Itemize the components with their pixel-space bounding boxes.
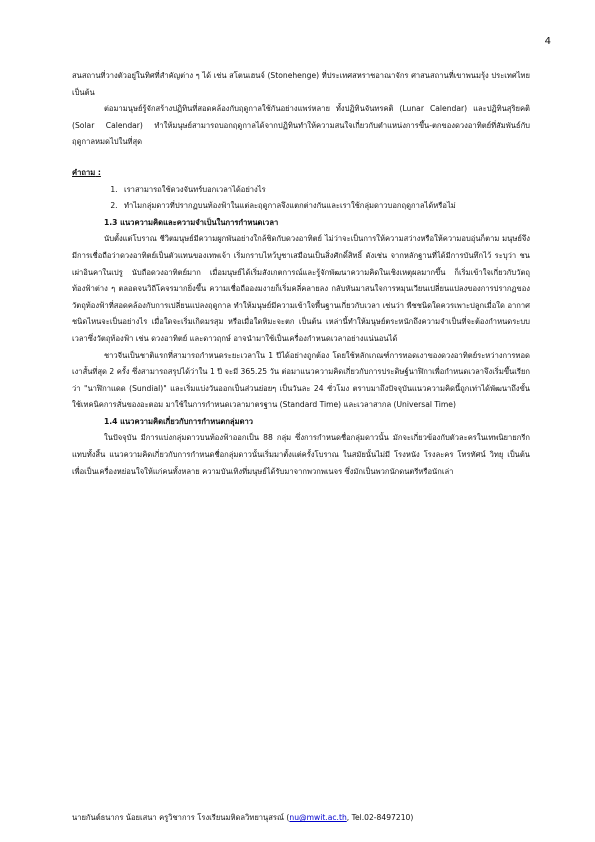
questions-title-text: คำถาม (72, 167, 96, 177)
question-item: 2. ทำไมกลุ่มดาวที่ปรากฏบนท้องฟ้าในแต่ละฤดูกาลจึงแตกต่างกันและเราใช้กลุ่มดาวบอกฤดูกาลได้หรือไม่ (120, 198, 530, 215)
section-1-3-paragraph: ชาวจีนเป็นชาติแรกที่สามารถกำหนดระยะเวลาใน 1 ปีได้อย่างถูกต้อง โดยใช้หลักเกณฑ์การทอดเงาของดวงอาทิตย์ระหว่างการทอดเงาสั้นที่สุด 2 ครั้ง ซึ่งสามารถสรุปได้ว่าใน 1 ปี จะมี 365.25 วัน ต่อมาแนวความคิดเกี่ยวกับการประดิษฐ์นาฬิกาเพื่อกำหนดเวลาจึงเริ่มขึ้นเรียกว่า "นาฬิกาแดด (Sundial)" และเริ่มแบ่งวันออกเป็นส่วนย่อยๆ เป็นวันละ 24 ชั่วโมง ตราบมาถึงปัจจุบันแนวความคิดนี้ถูกเท่าได้พัฒนาถึงขั้นใช้เทคนิคการสั่นของอะตอม มาใช้ในการกำหนดเวลามาตรฐาน (Standard Time) และเวลาสากล (Universal Time) (72, 350, 530, 410)
section-1-4-paragraph: ในปัจจุบัน มีการแบ่งกลุ่มดาวบนท้องฟ้าออกเป็น 88 กลุ่ม ซึ่งการกำหนดชื่อกลุ่มดาวนั้น มักจะเกี่ยวข้องกับตัวละครในเทพนิยายกรีกแทบทั้งสิ้น แนวความคิดเกี่ยวกับการกำหนดชื่อกลุ่มดาวนั้นเริ่มมาตั้งแต่ครั้งโบราณ ในสมัยนั้นไม่มี โรงหนัง โรงละคร โทรทัศน์ วิทยุ เป็นต้น เพื่อเป็นเครื่องหย่อนใจให้แก่คนทั้งหลาย ความบันเทิงที่มนุษย์ได้รับมาจากพวกพเนจร ซึ่งมักเป็นพวกนักดนตรีหรือนักเล่า (72, 433, 530, 476)
questions-title (72, 165, 530, 182)
footer-author: นายกันต์ธนากร น้อยเสนา ครูวิชาการ โรงเรียนมหิดลวิทยานุสรณ์ ( (72, 813, 290, 822)
paragraph-calendar: ต่อมามนุษย์รู้จักสร้างปฏิทินที่สอดคล้องกับฤดูกาลใช้กันอย่างแพร่หลาย ทั้งปฏิทินจันทรคติ (Lunar Calendar) และปฏิทินสุริยคติ (Solar Calendar) ทำให้มนุษย์สามารถบอกฤดูกาลได้จากปฏิทินทำให้ความสนใจเกี่ยวกับตำแหน่งการขึ้น-ตกของดวงอาทิตย์ที่สัมพันธ์กับฤดูกาลหมดไปในที่สุด (72, 104, 530, 147)
footer-tel: , Tel.02-8497210) (346, 813, 414, 822)
page-footer (72, 812, 542, 824)
page-number: 4 (544, 36, 551, 47)
footer-email-link[interactable]: nu@mwit.ac.th (289, 813, 347, 822)
paragraph-continued: สนสถานที่วางตัวอยู่ในทิศที่สำคัญต่าง ๆ ได้ เช่น สโตนเฮนจ์ (Stonehenge) ที่ประเทศสหราชอาณาจักร ศาสนสถานที่เขาพนมรุ้ง ประเทศไทย เป็นต้น (72, 71, 530, 97)
section-1-3-paragraph: นับตั้งแต่โบราณ ชีวิตมนุษย์มีความผูกพันอย่างใกล้ชิดกับดวงอาทิตย์ ไม่ว่าจะเป็นการให้ความสว่างหรือให้ความอบอุ่นก็ตาม มนุษย์จึงมีการเชื่อถือว่าดวงอาทิตย์เป็นตัวแทนของเทพเจ้า เริ่มกราบไหว้บูชาเสมือนเป็นสิ่งศักดิ์สิทธิ์ ดังเช่น จากหลักฐานที่ได้มีการบันทึกไว้ ระบุว่า ชนเผ่าอินคาในเปรู นับถือดวงอาทิตย์มาก เมื่อมนุษย์ได้เริ่มสังเกตการณ์และรู้จักพัฒนาความคิดในเชิงเหตุผลมากขึ้น ก็เริ่มเข้าใจเกี่ยวกับวัตถุท้องฟ้าต่าง ๆ ตลอดจนวิถีโคจรมากยิ่งขึ้น ความเชื่อถือองมงายก็เริ่มคลี่คลายลง กลับหันมาสนใจการหมุนเวียนเปลี่ยนแปลงของการปรากฏของวัตถุท้องฟ้าที่สอดคล้องกับการเปลี่ยนแปลงฤดูกาล ทำให้มนุษย์มีความเข้าใจพื้นฐานเกี่ยวกับเวลา เช่นว่า พืชชนิดใดควรเพาะปลูกเมื่อใด อากาศชนิดไหนจะเป็นอย่างไร เมื่อใดจะเริ่มเกิดมรสุม หรือเมื่อใดหิมะจะตก เป็นต้น เหล่านี้ทำให้มนุษย์ตระหนักถึงความจำเป็นที่จะต้องกำหนดระบบเวลาซึ่งวัตถุท้องฟ้า เช่น ดวงอาทิตย์ และดาวฤกษ์ อาจนำมาใช้เป็นเครื่องกำหนดเวลาอย่างแน่นอนได้ (72, 234, 530, 343)
document-body (72, 68, 530, 480)
question-item: 1. เราสามารถใช้ดวงจันทร์บอกเวลาได้อย่างไร (120, 182, 530, 199)
section-heading-1-4: 1.4 แนวความคิดเกี่ยวกับการกำหนดกลุ่มดาว (104, 416, 254, 426)
questions-list (72, 182, 530, 215)
section-heading-1-3: 1.3 แนวความคิดและความจำเป็นในการกำหนดเวลา (104, 217, 279, 227)
questions-title-colon: : (95, 167, 101, 177)
